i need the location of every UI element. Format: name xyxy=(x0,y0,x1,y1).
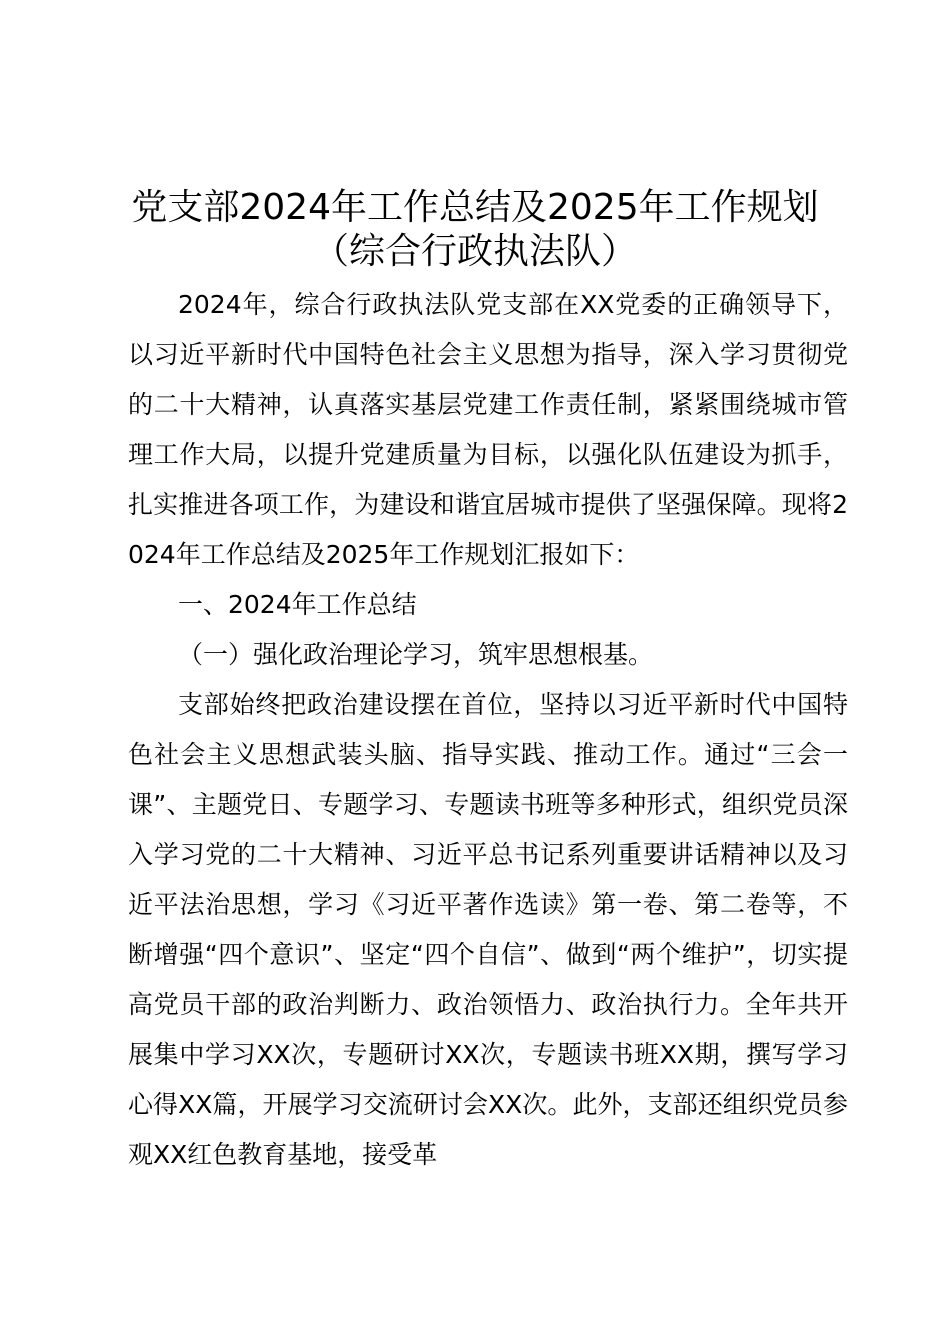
document-title: 党支部2024年工作总结及2025年工作规划 xyxy=(131,187,819,228)
intro-paragraph: 2024年，综合行政执法队党支部在XX党委的正确领导下，以习近平新时代中国特色社会主义思想为指导，深入学习贯彻党的二十大精神，认真落实基层党建工作责任制，紧紧围绕城市管理工作大局，以提升党建质量为目标，以强化队伍建设为抓手，扎实推进各项工作，为建设和谐宜居城市提供了坚强保障。现将2024年工作总结及2025年工作规划汇报如下： xyxy=(128,290,848,569)
document-body xyxy=(128,280,848,1180)
subsection-heading: （一）强化政治理论学习，筑牢思想根基。 xyxy=(178,640,654,669)
body-paragraph: 支部始终把政治建设摆在首位，坚持以习近平新时代中国特色社会主义思想武装头脑、指导实践、推动工作。通过“三会一课”、主题党日、专题学习、专题读书班等多种形式，组织党员深入学习党的二十大精神、习近平总书记系列重要讲话精神以及习近平法治思想，学习《习近平著作选读》第一卷、第二卷等，不断增强“四个意识”、坚定“四个自信”、做到“两个维护”，切实提高党员干部的政治判断力、政治领悟力、政治执行力。全年共开展集中学习XX次，专题研讨XX次，专题读书班XX期，撰写学习心得XX篇，开展学习交流研讨会XX次。此外，支部还组织党员参观XX红色教育基地，接受革 xyxy=(128,690,848,1169)
section-heading: 一、2024年工作总结 xyxy=(178,590,417,619)
document-subtitle: （综合行政执法队） xyxy=(312,231,637,272)
